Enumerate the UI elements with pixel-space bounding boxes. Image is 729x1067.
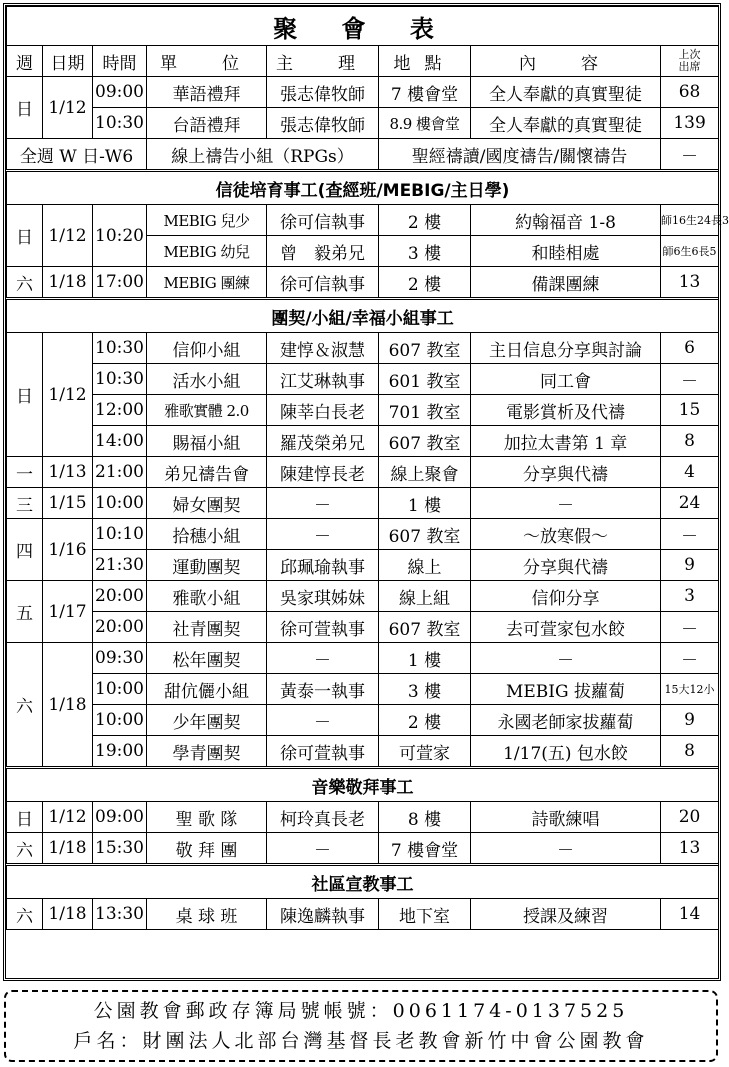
content-cell: 分享與代禱 (471, 550, 661, 581)
time-cell: 10:30 (93, 333, 147, 364)
place-cell: 607 教室 (379, 333, 471, 364)
leader-cell: － (267, 488, 379, 519)
unit-cell: 甜伉儷小組 (147, 674, 267, 705)
content-cell: 全人奉獻的真實聖徒 (471, 108, 661, 139)
table-row (7, 333, 719, 364)
header-place: 地點 (379, 46, 471, 77)
day-cell: 一 (7, 457, 43, 488)
footer-account-line: 公園教會郵政存簿局號帳號：0061174-0137525 (93, 1000, 629, 1022)
unit-cell: 聖 歌 隊 (147, 802, 267, 833)
header-date: 日期 (43, 46, 93, 77)
unit-cell: 華語禮拜 (147, 77, 267, 108)
table-row (7, 612, 719, 643)
place-cell: 可萱家 (379, 736, 471, 768)
leader-cell: － (267, 519, 379, 550)
schedule-table (6, 6, 729, 930)
attendance-cell: － (661, 519, 719, 550)
content-cell: MEBIG 拔蘿蔔 (471, 674, 661, 705)
unit-cell: 賜福小組 (147, 426, 267, 457)
header-leader: 主 理 (267, 46, 379, 77)
unit-cell: 弟兄禱告會 (147, 457, 267, 488)
place-cell: 線上 (379, 550, 471, 581)
leader-cell: 陳逸麟執事 (267, 899, 379, 930)
content-cell: 主日信息分享與討論 (471, 333, 661, 364)
header-unit: 單 位 (147, 46, 267, 77)
attendance-cell: 13 (661, 267, 719, 299)
table-row (7, 550, 719, 581)
content-cell: 詩歌練唱 (471, 802, 661, 833)
content-cell: － (471, 833, 661, 865)
place-cell: 線上組 (379, 581, 471, 612)
table-row (7, 833, 719, 865)
content-cell: 去可萱家包水餃 (471, 612, 661, 643)
unit-cell: 活水小組 (147, 364, 267, 395)
attendance-cell: 139 (661, 108, 719, 139)
header-row (7, 46, 719, 77)
table-row (7, 802, 719, 833)
content-cell: 1/17(五) 包水餃 (471, 736, 661, 768)
place-cell: 2 樓 (379, 705, 471, 736)
content-cell: 同工會 (471, 364, 661, 395)
leader-cell: 徐可信執事 (267, 205, 379, 236)
table-row (7, 674, 719, 705)
time-cell: 21:00 (93, 457, 147, 488)
time-cell: 14:00 (93, 426, 147, 457)
leader-cell: 羅茂榮弟兄 (267, 426, 379, 457)
place-cell: 1 樓 (379, 488, 471, 519)
content-cell: 全人奉獻的真實聖徒 (471, 77, 661, 108)
time-cell: 19:00 (93, 736, 147, 768)
account-footer (4, 990, 718, 1062)
attendance-cell: 13 (661, 833, 719, 865)
date-cell: 1/12 (43, 802, 93, 833)
day-cell: 六 (7, 267, 43, 299)
leader-cell: 徐可信執事 (267, 267, 379, 299)
content-cell: 備課團練 (471, 267, 661, 299)
place-cell: 線上聚會 (379, 457, 471, 488)
day-cell: 五 (7, 581, 43, 643)
time-cell: 09:00 (93, 802, 147, 833)
date-cell: 1/18 (43, 267, 93, 299)
header-attendance: 上次 出席 (661, 46, 719, 77)
leader-cell: － (267, 643, 379, 674)
attendance-cell: 20 (661, 802, 719, 833)
leader-cell: 柯玲真長老 (267, 802, 379, 833)
day-cell: 六 (7, 643, 43, 768)
table-row (7, 519, 719, 550)
header-day: 週 (7, 46, 43, 77)
leader-cell: － (267, 833, 379, 865)
place-cell: 8 樓 (379, 802, 471, 833)
date-cell: 1/13 (43, 457, 93, 488)
unit-cell: 拾穗小組 (147, 519, 267, 550)
content-cell: 約翰福音 1-8 (471, 205, 661, 236)
leader-cell: 張志偉牧師 (267, 108, 379, 139)
attendance-cell: － (661, 612, 719, 643)
table-row (7, 643, 719, 674)
table-row (7, 736, 719, 768)
table-row (7, 108, 719, 139)
content-cell: 加拉太書第 1 章 (471, 426, 661, 457)
attendance-cell: 6 (661, 333, 719, 364)
table-row (7, 267, 719, 299)
attendance-cell: 9 (661, 705, 719, 736)
place-cell: 8.9 樓會堂 (379, 108, 471, 139)
attendance-cell: 4 (661, 457, 719, 488)
table-row (7, 139, 719, 171)
leader-cell: 曾 毅弟兄 (267, 236, 379, 267)
section-title: 信徒培育事工(查經班/MEBIG/主日學) (7, 171, 719, 205)
day-cell: 四 (7, 519, 43, 581)
time-cell: 10:30 (93, 108, 147, 139)
leader-cell: 邱珮瑜執事 (267, 550, 379, 581)
place-cell: 607 教室 (379, 426, 471, 457)
day-cell: 日 (7, 802, 43, 833)
time-cell: 09:00 (93, 77, 147, 108)
place-cell: 607 教室 (379, 612, 471, 643)
time-cell: 20:00 (93, 612, 147, 643)
time-cell: 15:30 (93, 833, 147, 865)
date-cell: 1/12 (43, 77, 93, 139)
time-cell: 17:00 (93, 267, 147, 299)
date-cell: 1/16 (43, 519, 93, 581)
day-cell: 日 (7, 77, 43, 139)
content-cell: ～放寒假～ (471, 519, 661, 550)
table-row (7, 705, 719, 736)
leader-cell: 陳建惇長老 (267, 457, 379, 488)
leader-cell: 建惇＆淑慧 (267, 333, 379, 364)
table-row (7, 205, 719, 236)
attendance-cell: 師6生6長5 (661, 236, 719, 267)
place-cell: 2 樓 (379, 267, 471, 299)
schedule-frame (3, 3, 729, 981)
time-cell: 10:00 (93, 674, 147, 705)
attendance-cell: 68 (661, 77, 719, 108)
leader-cell: 張志偉牧師 (267, 77, 379, 108)
leader-cell: 江艾琳執事 (267, 364, 379, 395)
table-row (7, 457, 719, 488)
content-cell: 電影賞析及代禱 (471, 395, 661, 426)
attendance-cell: － (661, 643, 719, 674)
leader-cell: 黃泰一執事 (267, 674, 379, 705)
unit-cell: 雅歌小組 (147, 581, 267, 612)
leader-cell: 徐可萱執事 (267, 736, 379, 768)
place-cell: 1 樓 (379, 643, 471, 674)
day-cell: 日 (7, 333, 43, 457)
day-cell: 三 (7, 488, 43, 519)
content-cell: 永國老師家拔蘿蔔 (471, 705, 661, 736)
date-cell: 1/18 (43, 833, 93, 865)
attendance-cell: 8 (661, 736, 719, 768)
date-cell: 1/12 (43, 205, 93, 267)
place-cell: 7 樓會堂 (379, 77, 471, 108)
date-cell: 1/18 (43, 899, 93, 930)
attendance-cell: 15 (661, 395, 719, 426)
leader-cell: 吳家琪姊妹 (267, 581, 379, 612)
time-cell: 10:20 (93, 205, 147, 267)
unit-cell: 線上禱告小組（RPGs） (147, 139, 379, 171)
attendance-cell: 24 (661, 488, 719, 519)
section-title: 團契/小組/幸福小組事工 (7, 299, 719, 333)
place-cell: 3 樓 (379, 236, 471, 267)
time-cell: 10:10 (93, 519, 147, 550)
date-cell: 1/15 (43, 488, 93, 519)
place-cell: 701 教室 (379, 395, 471, 426)
leader-cell: 徐可萱執事 (267, 612, 379, 643)
date-cell: 1/18 (43, 643, 93, 768)
table-row (7, 395, 719, 426)
section-title: 音樂敬拜事工 (7, 768, 719, 802)
time-cell: 09:30 (93, 643, 147, 674)
unit-cell: 台語禮拜 (147, 108, 267, 139)
attendance-cell: 8 (661, 426, 719, 457)
place-cell: 7 樓會堂 (379, 833, 471, 865)
table-row (7, 426, 719, 457)
page-title: 聚 會 表 (7, 7, 719, 46)
attendance-cell: 15大12小 (661, 674, 719, 705)
time-cell: 20:00 (93, 581, 147, 612)
date-cell: 1/17 (43, 581, 93, 643)
unit-cell: 信仰小組 (147, 333, 267, 364)
unit-cell: 少年團契 (147, 705, 267, 736)
content-cell: － (471, 643, 661, 674)
attendance-cell: － (661, 364, 719, 395)
table-row (7, 364, 719, 395)
section-title: 社區宣教事工 (7, 865, 719, 899)
leader-cell: 陳莘白長老 (267, 395, 379, 426)
attendance-cell: 師16生24長3 (661, 205, 719, 236)
place-cell: 607 教室 (379, 519, 471, 550)
table-row (7, 581, 719, 612)
time-cell: 10:00 (93, 705, 147, 736)
unit-cell: MEBIG 幼兒 (147, 236, 267, 267)
place-cell: 601 教室 (379, 364, 471, 395)
content-cell: 信仰分享 (471, 581, 661, 612)
content-cell: － (471, 488, 661, 519)
unit-cell: 婦女團契 (147, 488, 267, 519)
day-cell: 六 (7, 833, 43, 865)
leader-cell: － (267, 705, 379, 736)
time-cell: 12:00 (93, 395, 147, 426)
weekly-label: 全週 W 日-W6 (7, 139, 147, 171)
unit-cell: 學青團契 (147, 736, 267, 768)
unit-cell: 雅歌實體 2.0 (147, 395, 267, 426)
time-cell: 21:30 (93, 550, 147, 581)
footer-name-line: 戶名：財團法人北部台灣基督長老教會新竹中會公園教會 (73, 1030, 649, 1052)
day-cell: 六 (7, 899, 43, 930)
unit-cell: 松年團契 (147, 643, 267, 674)
content-cell: 聖經禱讀/國度禱告/關懷禱告 (379, 139, 661, 171)
unit-cell: 桌 球 班 (147, 899, 267, 930)
place-cell: 地下室 (379, 899, 471, 930)
place-cell: 3 樓 (379, 674, 471, 705)
table-row (7, 77, 719, 108)
unit-cell: 運動團契 (147, 550, 267, 581)
header-content: 內 容 (471, 46, 661, 77)
table-row (7, 899, 719, 930)
unit-cell: 敬 拜 團 (147, 833, 267, 865)
date-cell: 1/12 (43, 333, 93, 457)
attendance-cell: － (661, 139, 719, 171)
unit-cell: MEBIG 兒少 (147, 205, 267, 236)
time-cell: 13:30 (93, 899, 147, 930)
time-cell: 10:30 (93, 364, 147, 395)
unit-cell: MEBIG 團練 (147, 267, 267, 299)
header-time: 時間 (93, 46, 147, 77)
attendance-cell: 14 (661, 899, 719, 930)
content-cell: 分享與代禱 (471, 457, 661, 488)
table-row (7, 488, 719, 519)
content-cell: 授課及練習 (471, 899, 661, 930)
place-cell: 2 樓 (379, 205, 471, 236)
attendance-cell: 9 (661, 550, 719, 581)
attendance-cell: 3 (661, 581, 719, 612)
content-cell: 和睦相處 (471, 236, 661, 267)
unit-cell: 社青團契 (147, 612, 267, 643)
time-cell: 10:00 (93, 488, 147, 519)
day-cell: 日 (7, 205, 43, 267)
